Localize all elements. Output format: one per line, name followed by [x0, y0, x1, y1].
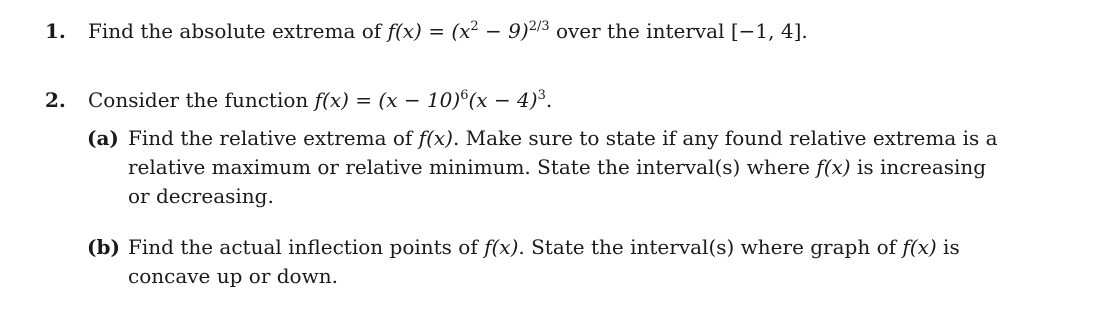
text-segment: Find the relative extrema of [128, 126, 419, 150]
function-expression-mid: (x − 4) [468, 88, 538, 112]
question-lead: Find the absolute extrema of [88, 19, 388, 43]
function-symbol: f(x) [816, 155, 851, 179]
part-label: (b) [87, 235, 120, 259]
exponent: 2 [470, 19, 479, 34]
question-tail: over the interval [−1, 4]. [549, 19, 808, 43]
function-expression-mid: − 9) [478, 19, 529, 43]
question-lead: Consider the function [88, 88, 315, 112]
question-text [88, 86, 552, 115]
question-number: 1. [45, 19, 66, 43]
text-segment: Find the actual inflection points of [128, 235, 485, 259]
text-segment: relative maximum or relative minimum. State the interval(s) where [128, 155, 817, 179]
text-segment: is [936, 235, 960, 259]
function-symbol: f(x) [902, 235, 937, 259]
text-line: or decreasing. [128, 184, 274, 208]
text-line [128, 124, 1048, 153]
function-symbol: f(x) [418, 126, 453, 150]
exponent: 6 [460, 88, 469, 103]
question-tail: . [545, 88, 553, 112]
text-line [128, 153, 1048, 182]
function-expression: f(x) = (x − 10) [314, 88, 461, 112]
exponent: 3 [537, 88, 546, 103]
question-number: 2. [45, 88, 66, 112]
text-segment: . Make sure to state if any found relative extrema is a [452, 126, 998, 150]
part-label: (a) [87, 126, 119, 150]
text-line: concave up or down. [128, 264, 338, 288]
function-symbol: f(x) [484, 235, 519, 259]
text-segment: . State the interval(s) where graph of [518, 235, 903, 259]
text-line [128, 233, 1048, 262]
function-expression: f(x) = (x [387, 19, 471, 43]
question-text [88, 17, 808, 46]
part-body [128, 124, 1048, 211]
text-segment: is increasing [850, 155, 987, 179]
part-body [128, 233, 1048, 291]
exponent: 2/3 [528, 19, 550, 34]
